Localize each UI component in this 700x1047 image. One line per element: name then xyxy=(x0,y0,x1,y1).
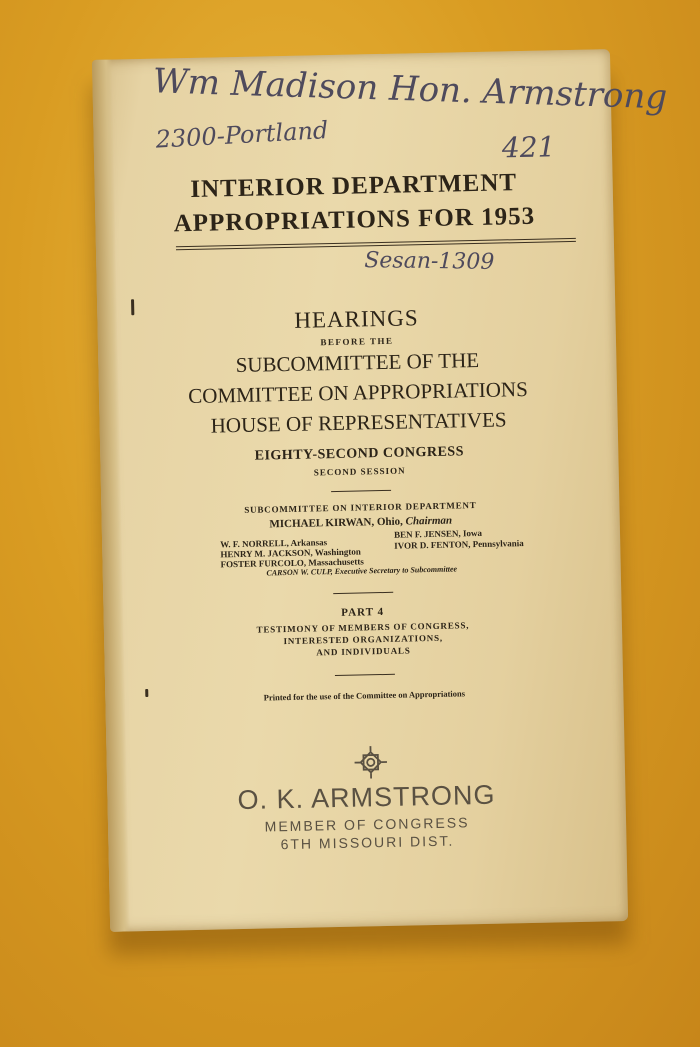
ornament-icon xyxy=(352,744,389,781)
member-right-1: BEN F. JENSEN, Iowa xyxy=(393,527,483,540)
member-left-1: W. F. NORRELL, Arkansas xyxy=(220,537,328,550)
chairman-title: Chairman xyxy=(405,514,453,528)
hearings-line-1: SUBCOMMITTEE OF THE xyxy=(235,347,480,378)
hearings-heading: HEARINGS xyxy=(294,305,419,333)
divider-3 xyxy=(335,674,395,676)
congress-label: EIGHTY-SECOND CONGRESS xyxy=(254,444,465,464)
pamphlet-cover xyxy=(92,49,668,932)
chairman-name: MICHAEL KIRWAN, Ohio, xyxy=(269,515,406,531)
executive-secretary: CARSON W. CULP, Executive Secretary to Subcommittee xyxy=(266,564,458,578)
part-line-1: TESTIMONY OF MEMBERS OF CONGRESS, xyxy=(256,620,470,635)
member-left-3: FOSTER FURCOLO, Massachusetts xyxy=(220,556,364,570)
stamp-line-2: 6TH MISSOURI DIST. xyxy=(280,832,455,853)
title-line-2: APPROPRIATIONS FOR 1953 xyxy=(173,202,536,238)
divider-1 xyxy=(331,490,391,492)
handwritten-number: 421 xyxy=(501,130,556,165)
handwritten-street: 2300-Portland xyxy=(154,116,329,154)
title-line-1: INTERIOR DEPARTMENT xyxy=(190,169,518,203)
ink-speck xyxy=(131,299,134,315)
divider-2 xyxy=(333,592,393,594)
printed-note: Printed for the use of the Committee on Appropriations xyxy=(263,688,466,703)
hearings-line-2: COMMITTEE ON APPROPRIATIONS xyxy=(188,376,529,409)
stamp-name: O. K. ARMSTRONG xyxy=(237,779,496,816)
stamp-line-1: MEMBER OF CONGRESS xyxy=(264,814,470,835)
hearings-line-3: HOUSE OF REPRESENTATIVES xyxy=(210,407,507,438)
before-the-label: BEFORE THE xyxy=(320,335,394,348)
member-left-2: HENRY M. JACKSON, Washington xyxy=(220,546,361,560)
part-label: PART 4 xyxy=(341,606,385,619)
session-label: SECOND SESSION xyxy=(313,465,406,478)
ink-speck xyxy=(145,689,148,697)
handwritten-address: Wm Madison Hon. Armstrong xyxy=(152,61,668,118)
handwritten-note: Sesan-1309 xyxy=(364,248,495,275)
part-line-2: INTERESTED ORGANIZATIONS, xyxy=(283,632,443,647)
subcommittee-heading: SUBCOMMITTEE ON INTERIOR DEPARTMENT xyxy=(244,500,477,515)
member-right-2: IVOR D. FENTON, Pennsylvania xyxy=(394,538,524,551)
part-line-3: AND INDIVIDUALS xyxy=(316,645,411,658)
